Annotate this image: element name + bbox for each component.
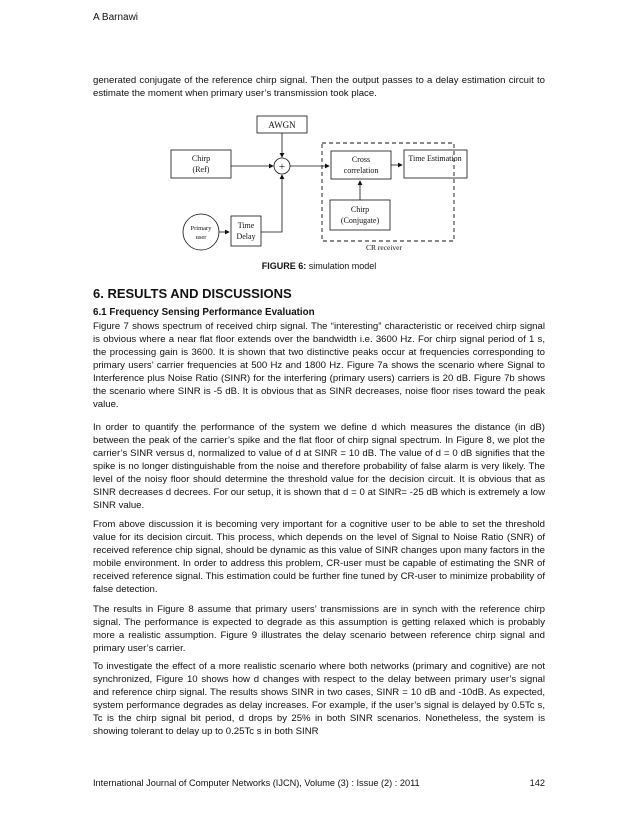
page-footer — [93, 778, 545, 788]
primary-user-circle — [183, 214, 219, 250]
intro-paragraph: generated conjugate of the reference chirp signal. Then the output passes to a delay estimation circuit to estimate the moment when primary user’s transmission took place. — [93, 75, 545, 99]
paragraph-5: To investigate the effect of a more realistic scenario where both networks (primary and cognitive) are not synchronized, Figure 10 shows how d changes with respect to the delay between primary user’s signal and reference chirp signal. The results shows SINR in two cases, SINR = 10 dB and -10dB. As expected, system performance degrades as delay increases. For example, if the user’s signal is delayed by 0.5Tc s, Tc is the chirp signal bit period, d drops by 25% in both SINR scenarios. Nonetheless, the system is showing tolerant to delay up to 0.25Tc s in both SINR — [93, 661, 545, 737]
primary-user-label-2: user — [195, 234, 207, 241]
paragraph-4: The results in Figure 8 assume that primary users’ transmissions are in synch with the reference chirp signal. The performance is expected to degrade as this assumption is getting relaxed which is probably more a realistic assumption. Figure 9 illustrates the delay scenario between reference chirp signal and primary user’s carrier. — [93, 604, 545, 654]
figure-caption-label: FIGURE 6: — [261, 261, 307, 271]
cr-receiver-label: CR receiver — [365, 243, 403, 252]
figure-caption — [0, 261, 638, 271]
chirp-ref-label-2: (Ref) — [192, 165, 210, 174]
cross-correlation-label-2: correlation — [343, 166, 379, 175]
simulation-model-diagram — [0, 0, 638, 260]
adder-symbol: + — [278, 161, 286, 173]
chirp-conjugate-label-1: Chirp — [350, 205, 370, 214]
delay-to-adder-arrow — [261, 175, 282, 232]
time-delay-label-1: Time — [237, 221, 255, 230]
time-delay-label-2: Delay — [236, 232, 256, 241]
awgn-label: AWGN — [268, 120, 296, 130]
time-estimation-label: Time Estimation — [408, 154, 462, 163]
paragraph-2: In order to quantify the performance of the system we define d which measures the distance (in dB) between the peak of the carrier’s spike and the flat floor of chirp signal spectrum. In Figure 8, we plot the carrier’s SINR versus d, normalized to value of d at SINR = 10 dB. The value of d = 0 dB signifies that the spike is no longer distinguishable from the noise and therefore probability of false alarm is very likely. The level of the noisy floor should determine the threshold value for the decision circuit. It is obvious that as SINR decreases d decrees. For our setup, it is shown that d = 0 at SINR= -25 dB which is extremely a low SINR value. — [93, 422, 545, 511]
primary-user-label-1: Primary — [190, 225, 212, 232]
footer-journal: International Journal of Computer Networks (IJCN), Volume (3) : Issue (2) : 2011 — [93, 778, 420, 788]
paragraph-3: From above discussion it is becoming very important for a cognitive user to be able to set the threshold value for its decision circuit. This process, which depends on the level of Signal to Noise Ratio (SNR) of received reference chip signal, should be dynamic as this value of SINR changes upon many factors in the mobile environment. In order to address this problem, CR-user must be capable of estimating the SNR of received reference signal. This estimation could be further fine tuned by CR-user to minimize probability of false detection. — [93, 519, 545, 595]
chirp-conjugate-label-2: (Conjugate) — [340, 216, 380, 225]
cross-correlation-label-1: Cross — [351, 155, 371, 164]
paragraph-1: Figure 7 shows spectrum of received chirp signal. The “interesting” characteristic or received chirp signal is obvious where a near flat floor extends over the bandwidth i.e. 3600 Hz. For chirp signal period of 1 s, the processing gain is 3600. It is shown that two distinctive peaks occur at frequencies corresponding to primary users’ carrier frequencies at 500 Hz and 1800 Hz. Figure 7a shows the scenario where Signal to Interference plus Noise Ratio (SINR) for the interfering (primary users) carriers is 20 dB. Figure 7b shows the scenario where SINR is -5 dB. It is obvious that as SINR decreases, noise floor rises toward the peak value. — [93, 321, 545, 410]
running-header-author: A Barnawi — [93, 12, 139, 23]
footer-page-number: 142 — [529, 778, 545, 788]
chirp-ref-label-1: Chirp — [191, 154, 211, 163]
subsection-heading: 6.1 Frequency Sensing Performance Evaluation — [93, 307, 315, 318]
figure-caption-text: simulation model — [306, 261, 377, 271]
section-heading: 6. RESULTS AND DISCUSSIONS — [93, 286, 292, 301]
